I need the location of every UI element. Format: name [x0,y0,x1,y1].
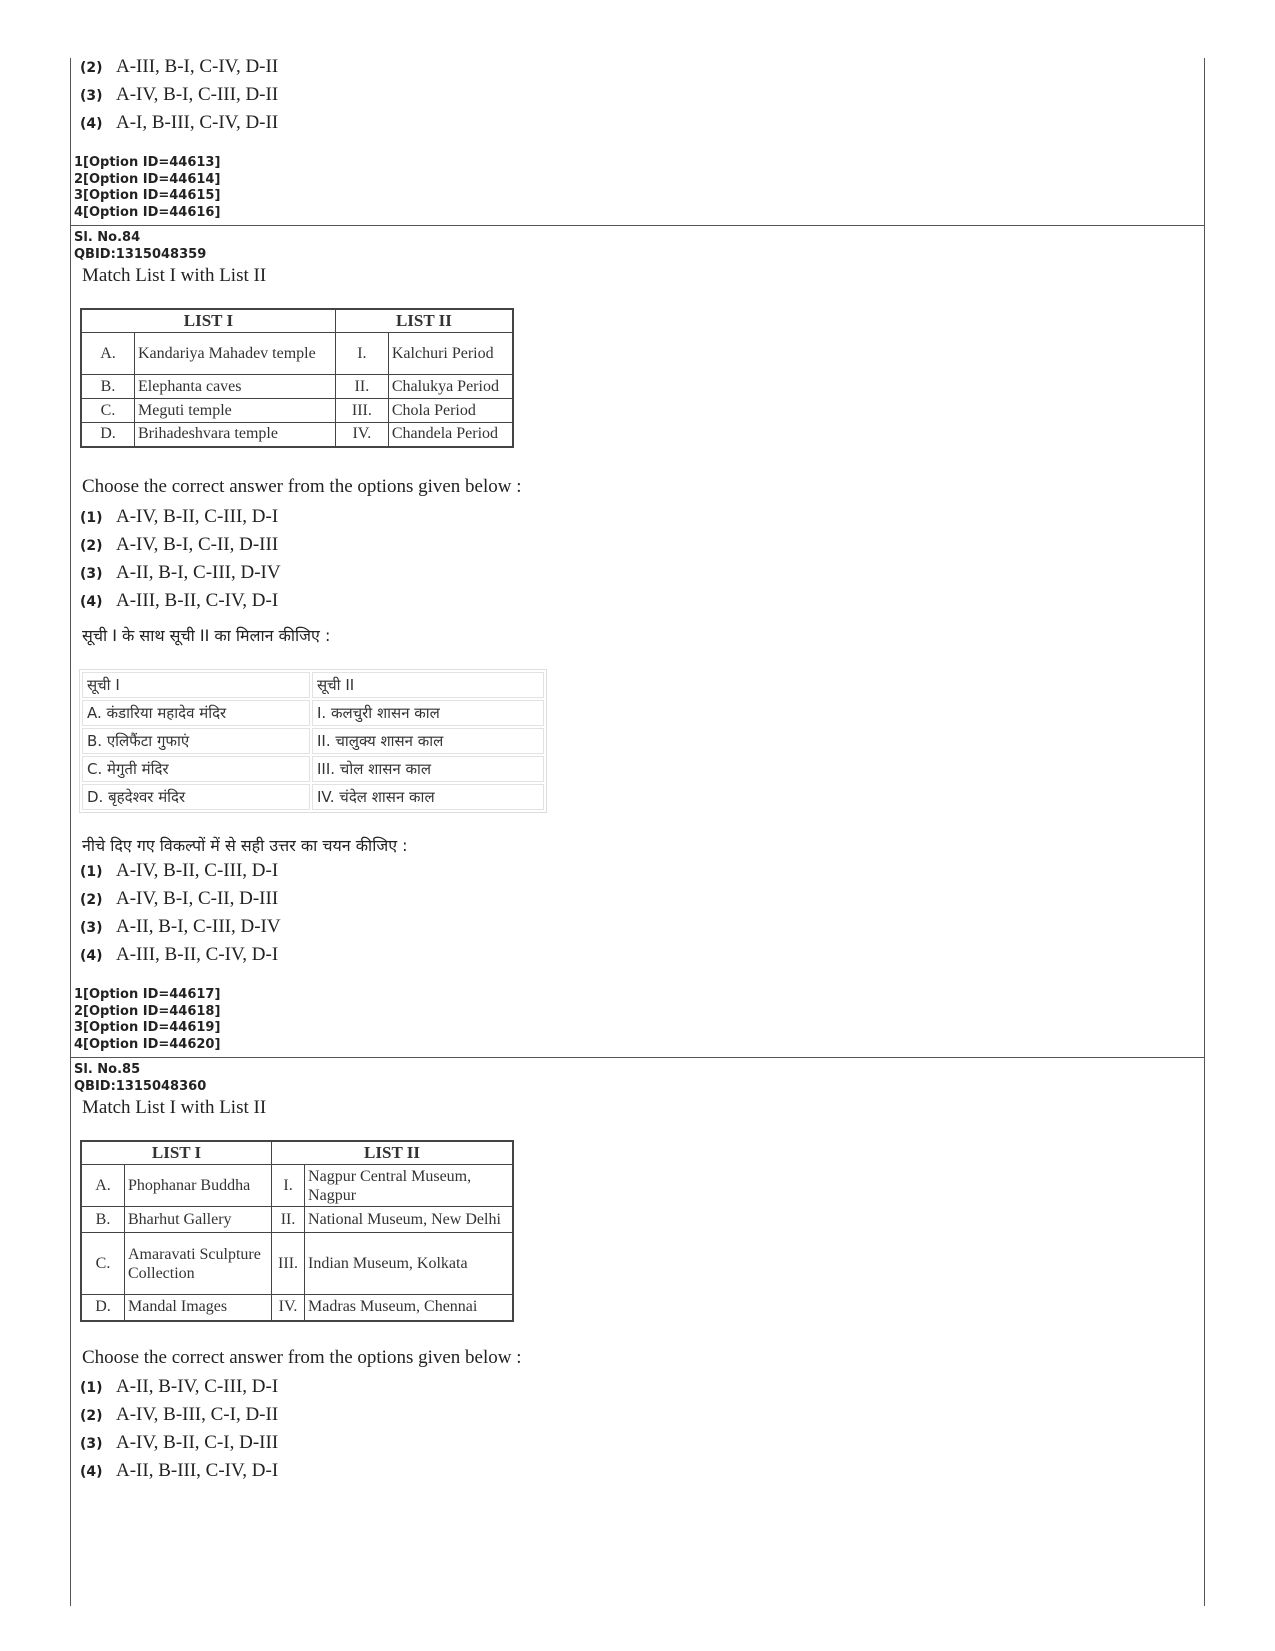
hindi-choose-instruction: नीचे दिए गए विकल्पों में से सही उत्तर का चयन कीजिए : [82,836,408,855]
match-table [80,1140,514,1322]
option-id: 3[Option ID=44619] [74,1020,221,1035]
option [80,1432,278,1454]
table-cell: National Museum, New Delhi [305,1207,513,1233]
table-cell: Chalukya Period [388,375,513,399]
option-number: (4) [80,116,103,132]
option [80,860,278,882]
table-cell: IV. [335,423,388,447]
option [80,56,278,78]
option-text: A-IV, B-I, C-II, D-III [116,534,279,555]
table-cell: Amaravati Sculpture Collection [125,1233,272,1295]
serial-number: Sl. No.84 [74,230,141,245]
table-cell: Chola Period [388,399,513,423]
option [80,534,278,556]
choose-instruction: Choose the correct answer from the options given below : [82,1347,522,1368]
option-id: 4[Option ID=44620] [74,1036,221,1052]
table-cell: Elephanta caves [135,375,336,399]
option-text: A-III, B-II, C-IV, D-I [116,944,279,965]
table-cell: B. [81,375,135,399]
option [80,112,278,134]
table-cell: D. [81,1295,125,1321]
table-cell: D. बृहदेश्वर मंदिर [82,784,310,810]
question-divider [70,1057,1204,1058]
option-number: (1) [80,510,103,526]
option [80,916,281,938]
option-id-list [74,987,220,1053]
option-text: A-I, B-III, C-IV, D-II [116,112,279,133]
option [80,84,278,106]
option [80,1376,278,1398]
table-header: सूची I [82,672,310,698]
option-text: A-II, B-I, C-III, D-IV [116,916,281,937]
table-header: LIST II [335,309,513,333]
question-divider [70,225,1204,226]
option-number: (2) [80,892,103,908]
option-number: (3) [80,1436,103,1452]
option-text: A-II, B-III, C-IV, D-I [116,1460,279,1481]
option-text: A-III, B-I, C-IV, D-II [116,56,279,77]
option-id: 2[Option ID=44618] [74,1003,221,1019]
table-cell: B. [81,1207,125,1233]
option-id: 3[Option ID=44615] [74,188,221,203]
qbid: QBID:1315048359 [74,247,207,262]
table-cell: II. [335,375,388,399]
option [80,888,278,910]
table-cell: IV. [272,1295,305,1321]
option-id: 2[Option ID=44614] [74,171,221,187]
table-cell: Phophanar Buddha [125,1165,272,1207]
option-number: (4) [80,594,103,610]
option-number: (3) [80,566,103,582]
option-text: A-IV, B-II, C-III, D-I [116,860,279,881]
table-cell: C. [81,1233,125,1295]
option-id-list [74,155,220,221]
table-cell: II. [272,1207,305,1233]
option-text: A-IV, B-I, C-III, D-II [116,84,279,105]
table-cell: Mandal Images [125,1295,272,1321]
table-cell: A. कंडारिया महादेव मंदिर [82,700,310,726]
table-header: सूची II [312,672,544,698]
table-cell: I. कलचुरी शासन काल [312,700,544,726]
option-id: 4[Option ID=44616] [74,204,221,220]
question-prompt: Match List I with List II [82,1097,267,1118]
table-cell: Nagpur Central Museum, Nagpur [305,1165,513,1207]
table-cell: II. चालुक्य शासन काल [312,728,544,754]
table-cell: Kandariya Mahadev temple [135,333,336,375]
table-header: LIST II [272,1141,513,1165]
option-number: (1) [80,864,103,880]
qbid: QBID:1315048360 [74,1079,207,1094]
page-frame [70,58,1205,1606]
option-text: A-IV, B-II, C-I, D-III [116,1432,279,1453]
table-cell: Madras Museum, Chennai [305,1295,513,1321]
option [80,1460,278,1482]
option-text: A-III, B-II, C-IV, D-I [116,590,279,611]
table-cell: D. [81,423,135,447]
option-id: 1[Option ID=44617] [74,987,221,1002]
option [80,944,278,966]
option-number: (1) [80,1380,103,1396]
serial-number: Sl. No.85 [74,1062,141,1077]
table-cell: III. चोल शासन काल [312,756,544,782]
choose-instruction: Choose the correct answer from the options given below : [82,476,522,497]
table-header: LIST I [81,1141,272,1165]
option-text: A-IV, B-I, C-II, D-III [116,888,279,909]
hindi-prompt: सूची I के साथ सूची II का मिलान कीजिए : [82,626,331,645]
option [80,1404,278,1426]
table-cell: IV. चंदेल शासन काल [312,784,544,810]
option-number: (4) [80,948,103,964]
table-cell: B. एलिफैंटा गुफाएं [82,728,310,754]
table-cell: I. [335,333,388,375]
question-meta [74,1061,206,1095]
table-cell: Indian Museum, Kolkata [305,1233,513,1295]
option-number: (3) [80,88,103,104]
table-cell: Kalchuri Period [388,333,513,375]
option-number: (2) [80,60,103,76]
option-number: (2) [80,538,103,554]
table-cell: III. [272,1233,305,1295]
table-cell: Brihadeshvara temple [135,423,336,447]
question-prompt: Match List I with List II [82,265,267,286]
option [80,506,278,528]
table-cell: A. [81,1165,125,1207]
option-text: A-II, B-IV, C-III, D-I [116,1376,279,1397]
option-number: (4) [80,1464,103,1480]
match-table [80,308,514,448]
option [80,562,281,584]
option-text: A-IV, B-II, C-III, D-I [116,506,279,527]
option-text: A-II, B-I, C-III, D-IV [116,562,281,583]
hindi-match-table [79,669,547,813]
question-meta [74,229,206,263]
option-id: 1[Option ID=44613] [74,155,221,170]
option [80,590,278,612]
option-number: (2) [80,1408,103,1424]
table-cell: C. मेगुती मंदिर [82,756,310,782]
table-cell: A. [81,333,135,375]
table-cell: Bharhut Gallery [125,1207,272,1233]
table-cell: Chandela Period [388,423,513,447]
table-cell: I. [272,1165,305,1207]
table-header: LIST I [81,309,335,333]
table-cell: C. [81,399,135,423]
option-text: A-IV, B-III, C-I, D-II [116,1404,279,1425]
table-cell: III. [335,399,388,423]
option-number: (3) [80,920,103,936]
table-cell: Meguti temple [135,399,336,423]
